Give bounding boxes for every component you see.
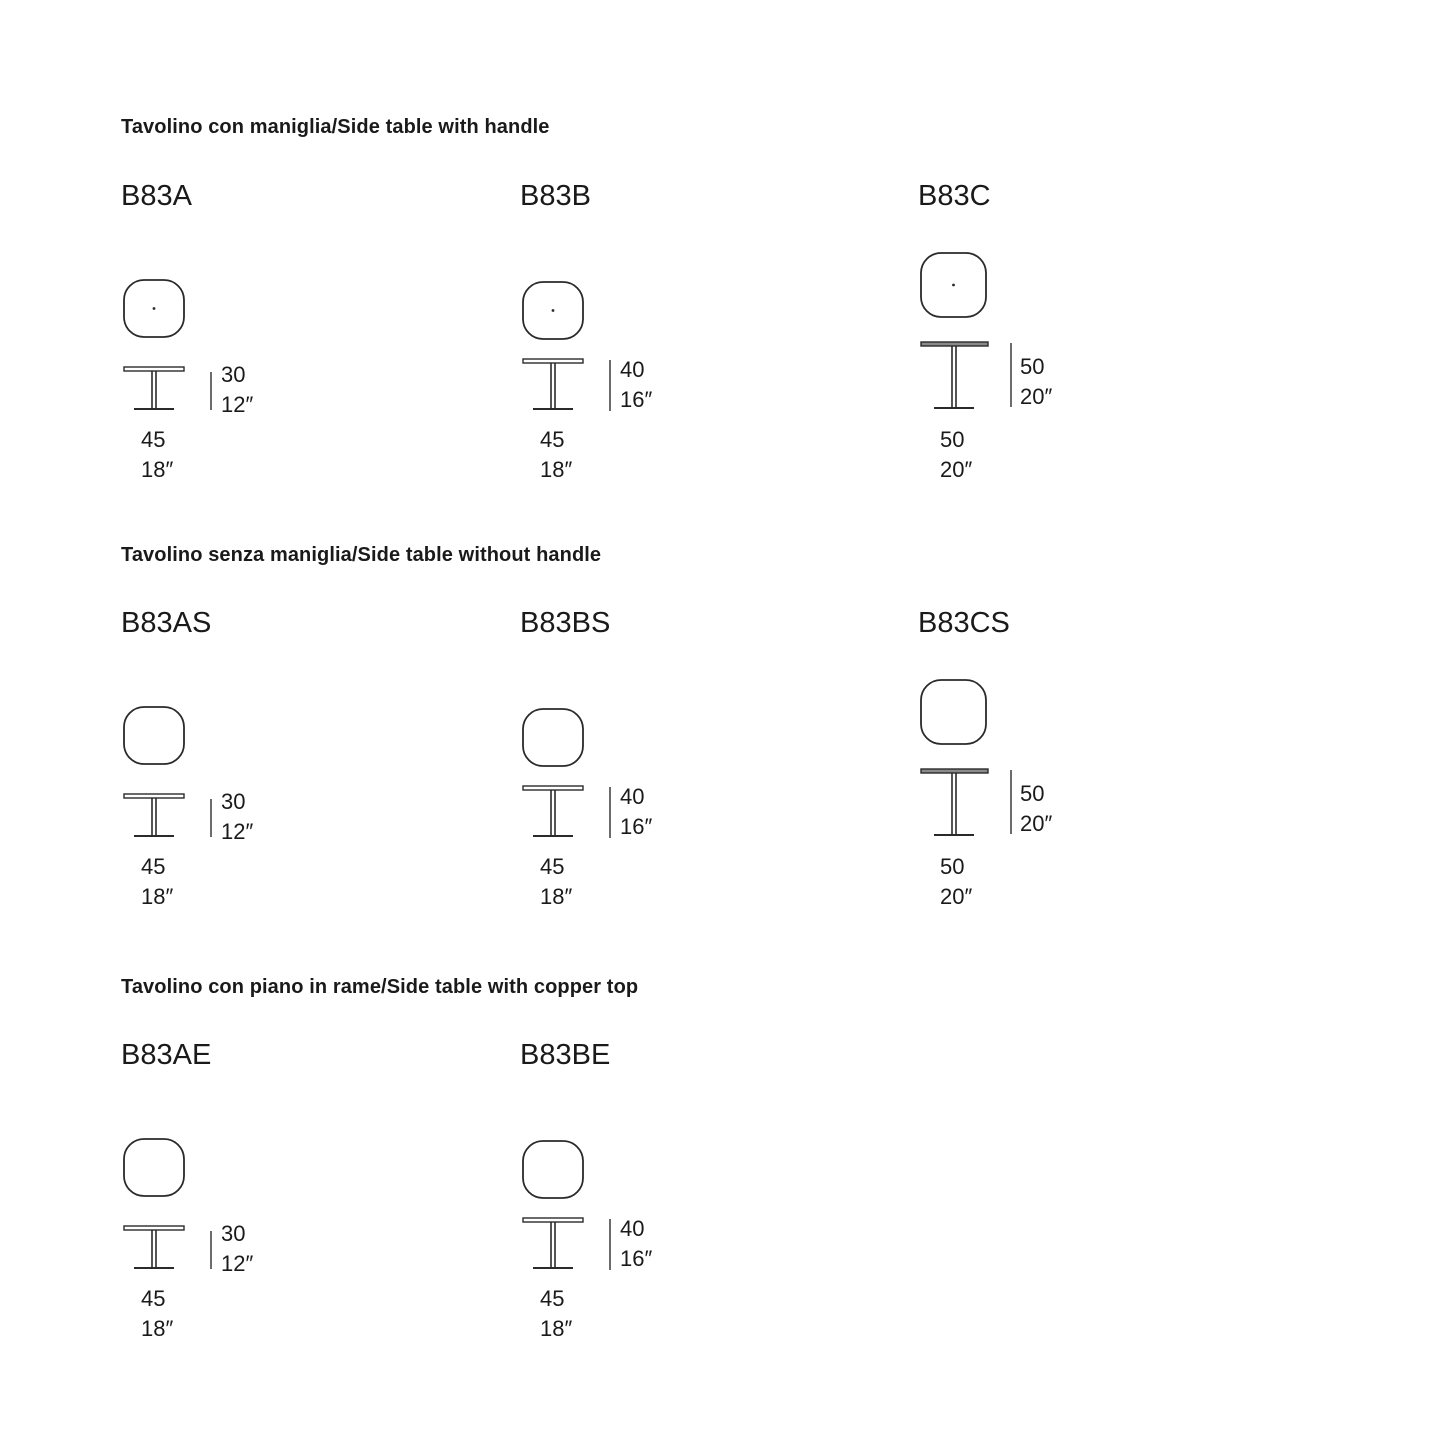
width-dimension xyxy=(940,425,972,485)
height-in: 16″ xyxy=(620,1246,653,1271)
width-in: 18″ xyxy=(540,457,573,482)
model-card xyxy=(121,180,481,500)
width-dimension xyxy=(141,1284,173,1344)
height-cm: 30 xyxy=(221,789,246,814)
width-in: 18″ xyxy=(141,1316,174,1341)
table-drawing xyxy=(918,180,1118,440)
handle-dot xyxy=(153,307,156,310)
model-code: B83C xyxy=(918,180,991,212)
width-cm: 45 xyxy=(141,854,166,879)
width-in: 18″ xyxy=(540,1316,573,1341)
width-in: 18″ xyxy=(540,884,573,909)
width-in: 20″ xyxy=(940,457,973,482)
height-in: 12″ xyxy=(221,1251,254,1276)
height-dimension xyxy=(1020,779,1052,839)
width-cm: 45 xyxy=(540,427,565,452)
height-dimension xyxy=(620,782,652,842)
section-title-copper-top: Tavolino con piano in rame/Side table with copper top xyxy=(121,976,639,998)
table-top-plan xyxy=(124,707,184,764)
table-top-plan xyxy=(921,680,986,744)
table-top-plan xyxy=(523,709,583,766)
table-drawing xyxy=(918,607,1118,867)
width-in: 18″ xyxy=(141,884,174,909)
model-code: B83CS xyxy=(918,607,1010,639)
table-top-elevation xyxy=(523,1218,583,1222)
model-code: B83A xyxy=(121,180,192,212)
height-in: 16″ xyxy=(620,387,653,412)
width-in: 18″ xyxy=(141,457,174,482)
height-in: 12″ xyxy=(221,819,254,844)
width-dimension xyxy=(141,425,173,485)
model-card xyxy=(520,180,880,500)
width-cm: 45 xyxy=(540,1286,565,1311)
model-card xyxy=(918,607,1278,927)
height-cm: 40 xyxy=(620,1216,645,1241)
width-cm: 45 xyxy=(141,427,166,452)
model-code: B83BS xyxy=(520,607,611,639)
model-card xyxy=(918,180,1278,500)
height-dimension xyxy=(1020,352,1052,412)
width-dimension xyxy=(141,852,173,912)
height-cm: 50 xyxy=(1020,354,1045,379)
height-in: 16″ xyxy=(620,814,653,839)
model-code: B83B xyxy=(520,180,591,212)
height-in: 12″ xyxy=(221,392,254,417)
table-top-elevation xyxy=(124,794,184,798)
model-card xyxy=(121,1039,481,1359)
handle-dot xyxy=(952,284,955,287)
handle-dot xyxy=(552,309,555,312)
section-title-with-handle: Tavolino con maniglia/Side table with handle xyxy=(121,116,550,138)
width-dimension xyxy=(540,852,572,912)
width-cm: 50 xyxy=(940,427,965,452)
width-dimension xyxy=(940,852,972,912)
width-dimension xyxy=(540,425,572,485)
height-cm: 40 xyxy=(620,784,645,809)
height-dimension xyxy=(620,1214,652,1274)
height-cm: 30 xyxy=(221,362,246,387)
table-top-elevation xyxy=(921,342,988,346)
width-cm: 45 xyxy=(540,854,565,879)
height-dimension xyxy=(221,787,253,847)
height-dimension xyxy=(221,1219,253,1279)
section-title-without-handle: Tavolino senza maniglia/Side table without handle xyxy=(121,544,602,566)
table-top-plan xyxy=(124,1139,184,1196)
width-cm: 50 xyxy=(940,854,965,879)
width-cm: 45 xyxy=(141,1286,166,1311)
model-card xyxy=(121,607,481,927)
height-in: 20″ xyxy=(1020,384,1053,409)
height-cm: 40 xyxy=(620,357,645,382)
table-top-elevation xyxy=(124,367,184,371)
model-code: B83AS xyxy=(121,607,212,639)
table-top-elevation xyxy=(124,1226,184,1230)
height-dimension xyxy=(620,355,652,415)
width-dimension xyxy=(540,1284,572,1344)
table-top-elevation xyxy=(523,786,583,790)
height-cm: 30 xyxy=(221,1221,246,1246)
table-top-elevation xyxy=(523,359,583,363)
table-top-plan xyxy=(523,1141,583,1198)
model-code: B83BE xyxy=(520,1039,611,1071)
height-in: 20″ xyxy=(1020,811,1053,836)
model-card xyxy=(520,1039,880,1359)
model-code: B83AE xyxy=(121,1039,212,1071)
height-cm: 50 xyxy=(1020,781,1045,806)
table-top-elevation xyxy=(921,769,988,773)
model-card xyxy=(520,607,880,927)
width-in: 20″ xyxy=(940,884,973,909)
height-dimension xyxy=(221,360,253,420)
